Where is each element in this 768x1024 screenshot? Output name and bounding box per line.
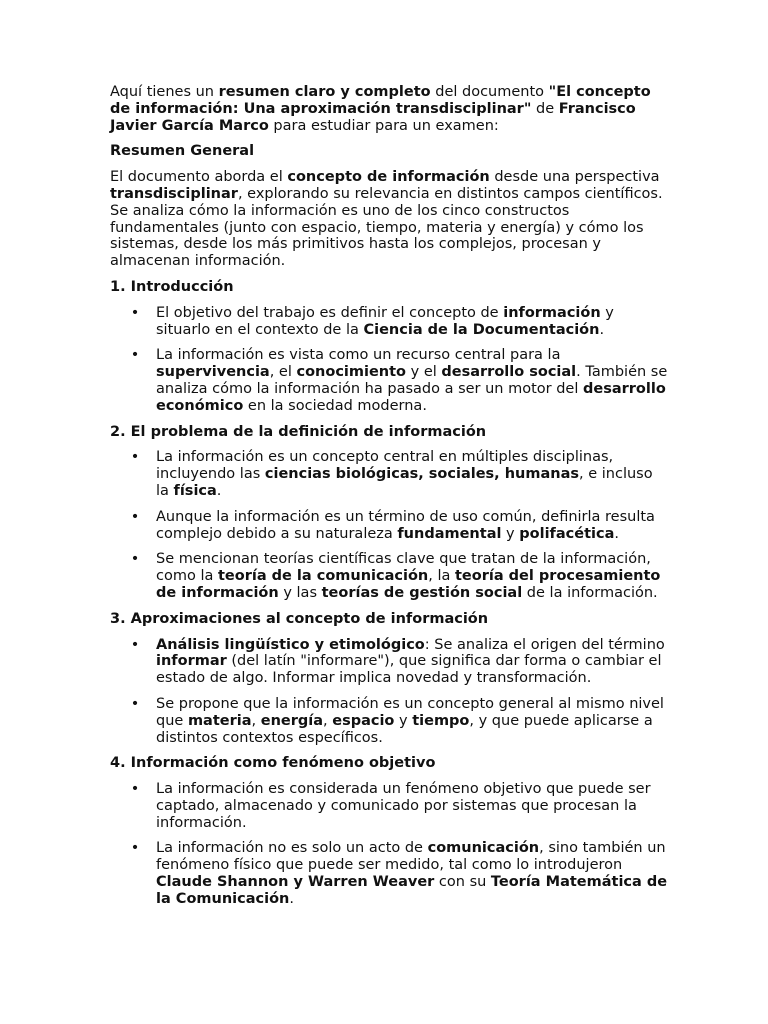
bold-text: espacio [332,712,395,729]
section-heading: 4. Información como fenómeno objetivo [110,755,436,772]
bold-text: comunicación [427,840,540,857]
bold-text: transdisciplinar [110,185,238,202]
bullet-icon: • [130,304,140,321]
document-page [110,84,670,917]
list-item [110,305,670,339]
bold-text: informar [156,653,227,670]
list-item-text: La información es considerada un fenómeno objetivo que puede ser captado, almacenado y comunicado por sistemas que procesan la información. [156,781,651,831]
list-item-text: Aunque la información es un término de uso común, definirla resulta complejo debido a su naturaleza fundamental y polifacética. [156,508,655,542]
bold-text: supervivencia [156,364,270,381]
bold-text: teoría de la comunicación [217,568,429,585]
bold-text: teoría del procesamiento de información [156,568,661,601]
bullet-list [110,305,670,415]
list-item [110,781,670,831]
bold-text: información [503,304,601,321]
bold-text: materia [187,712,252,729]
bold-text: desarrollo social [441,364,577,381]
bold-text: Teoría Matemática de la Comunicación [156,874,668,907]
bullet-list [110,449,670,601]
bold-text: conocimiento [296,364,407,381]
list-item [110,840,670,907]
bold-text: Análisis lingüístico y etimológico [156,636,425,653]
bullet-icon: • [130,840,140,857]
bold-text: Ciencia de la Documentación [363,321,600,338]
bold-text: tiempo [412,712,470,729]
bold-text: ciencias biológicas, sociales, humanas [264,466,579,483]
summary-paragraph: El documento aborda el concepto de información desde una perspectiva transdisciplinar, explorando su relevancia en distintos campos científicos. Se analiza cómo la información es uno de los cinco constructos fundamentales (junto con espacio, tiempo, materia y energía) y cómo los sistemas, desde los más primitivos hasta los complejos, procesan y almacenan información. [110,169,663,270]
list-item [110,551,670,601]
bullet-list [110,781,670,908]
list-item [110,347,670,414]
list-item [110,449,670,499]
bullet-icon: • [130,695,140,712]
list-item-text: Se mencionan teorías científicas clave que tratan de la información, como la teoría de la comunicación, la teoría del procesamiento de información y las teorías de gestión social de la información. [156,551,661,601]
list-item-text: La información no es solo un acto de comunicación, sino también un fenómeno físico que puede ser medido, tal como lo introdujeron Claude Shannon y Warren Weaver con su Teoría Matemática de la Comunicación. [156,840,668,907]
bullet-icon: • [130,508,140,525]
bold-text: polifacética [519,525,615,542]
bullet-icon: • [130,781,140,798]
bold-text: Claude Shannon y Warren Weaver [156,874,435,891]
bold-text: teorías de gestión social [321,584,523,601]
summary-heading: Resumen General [110,143,255,160]
list-item-text: El objetivo del trabajo es definir el concepto de información y situarlo en el contexto de la Ciencia de la Documentación. [156,304,614,338]
list-item-text: Se propone que la información es un concepto general al mismo nivel que materia, energía, espacio y tiempo, y que puede aplicarse a distintos contextos específicos. [156,695,664,746]
bold-text: desarrollo económico [156,380,666,414]
bullet-list [110,637,670,747]
list-item [110,509,670,543]
bold-text: Francisco Javier García Marco [110,100,636,134]
bullet-icon: • [130,449,140,466]
bold-text: energía [260,712,324,729]
bold-text: física [173,482,217,499]
bold-text: "El concepto de información: Una aproximación transdisciplinar" [110,84,651,117]
section-heading: 2. El problema de la definición de información [110,423,487,440]
intro-paragraph: Aquí tienes un resumen claro y completo del documento "El concepto de información: Una aproximación transdisciplinar" de Francisco Javier García Marco para estudiar para un examen: [110,84,651,134]
bold-text: resumen claro y completo [218,84,431,100]
list-item-text: La información es vista como un recurso central para la supervivencia, el conocimiento y el desarrollo social. También se analiza cómo la información ha pasado a ser un motor del desarrollo económico en la sociedad moderna. [156,347,668,414]
bullet-icon: • [130,347,140,364]
sections-container [110,279,670,908]
bold-text: concepto de información [287,169,490,186]
bullet-icon: • [130,636,140,653]
list-item [110,696,670,746]
section-heading: 1. Introducción [110,278,234,295]
list-item [110,637,670,687]
bold-text: fundamental [397,525,502,542]
section-heading: 3. Aproximaciones al concepto de información [110,610,489,627]
list-item-text: Análisis lingüístico y etimológico: Se analiza el origen del término informar (del latín "informare"), que significa dar forma o cambiar el estado de algo. Informar implica novedad y transformación. [156,636,665,687]
list-item-text: La información es un concepto central en múltiples disciplinas, incluyendo las ciencias biológicas, sociales, humanas, e incluso la física. [156,449,653,499]
bullet-icon: • [130,551,140,568]
